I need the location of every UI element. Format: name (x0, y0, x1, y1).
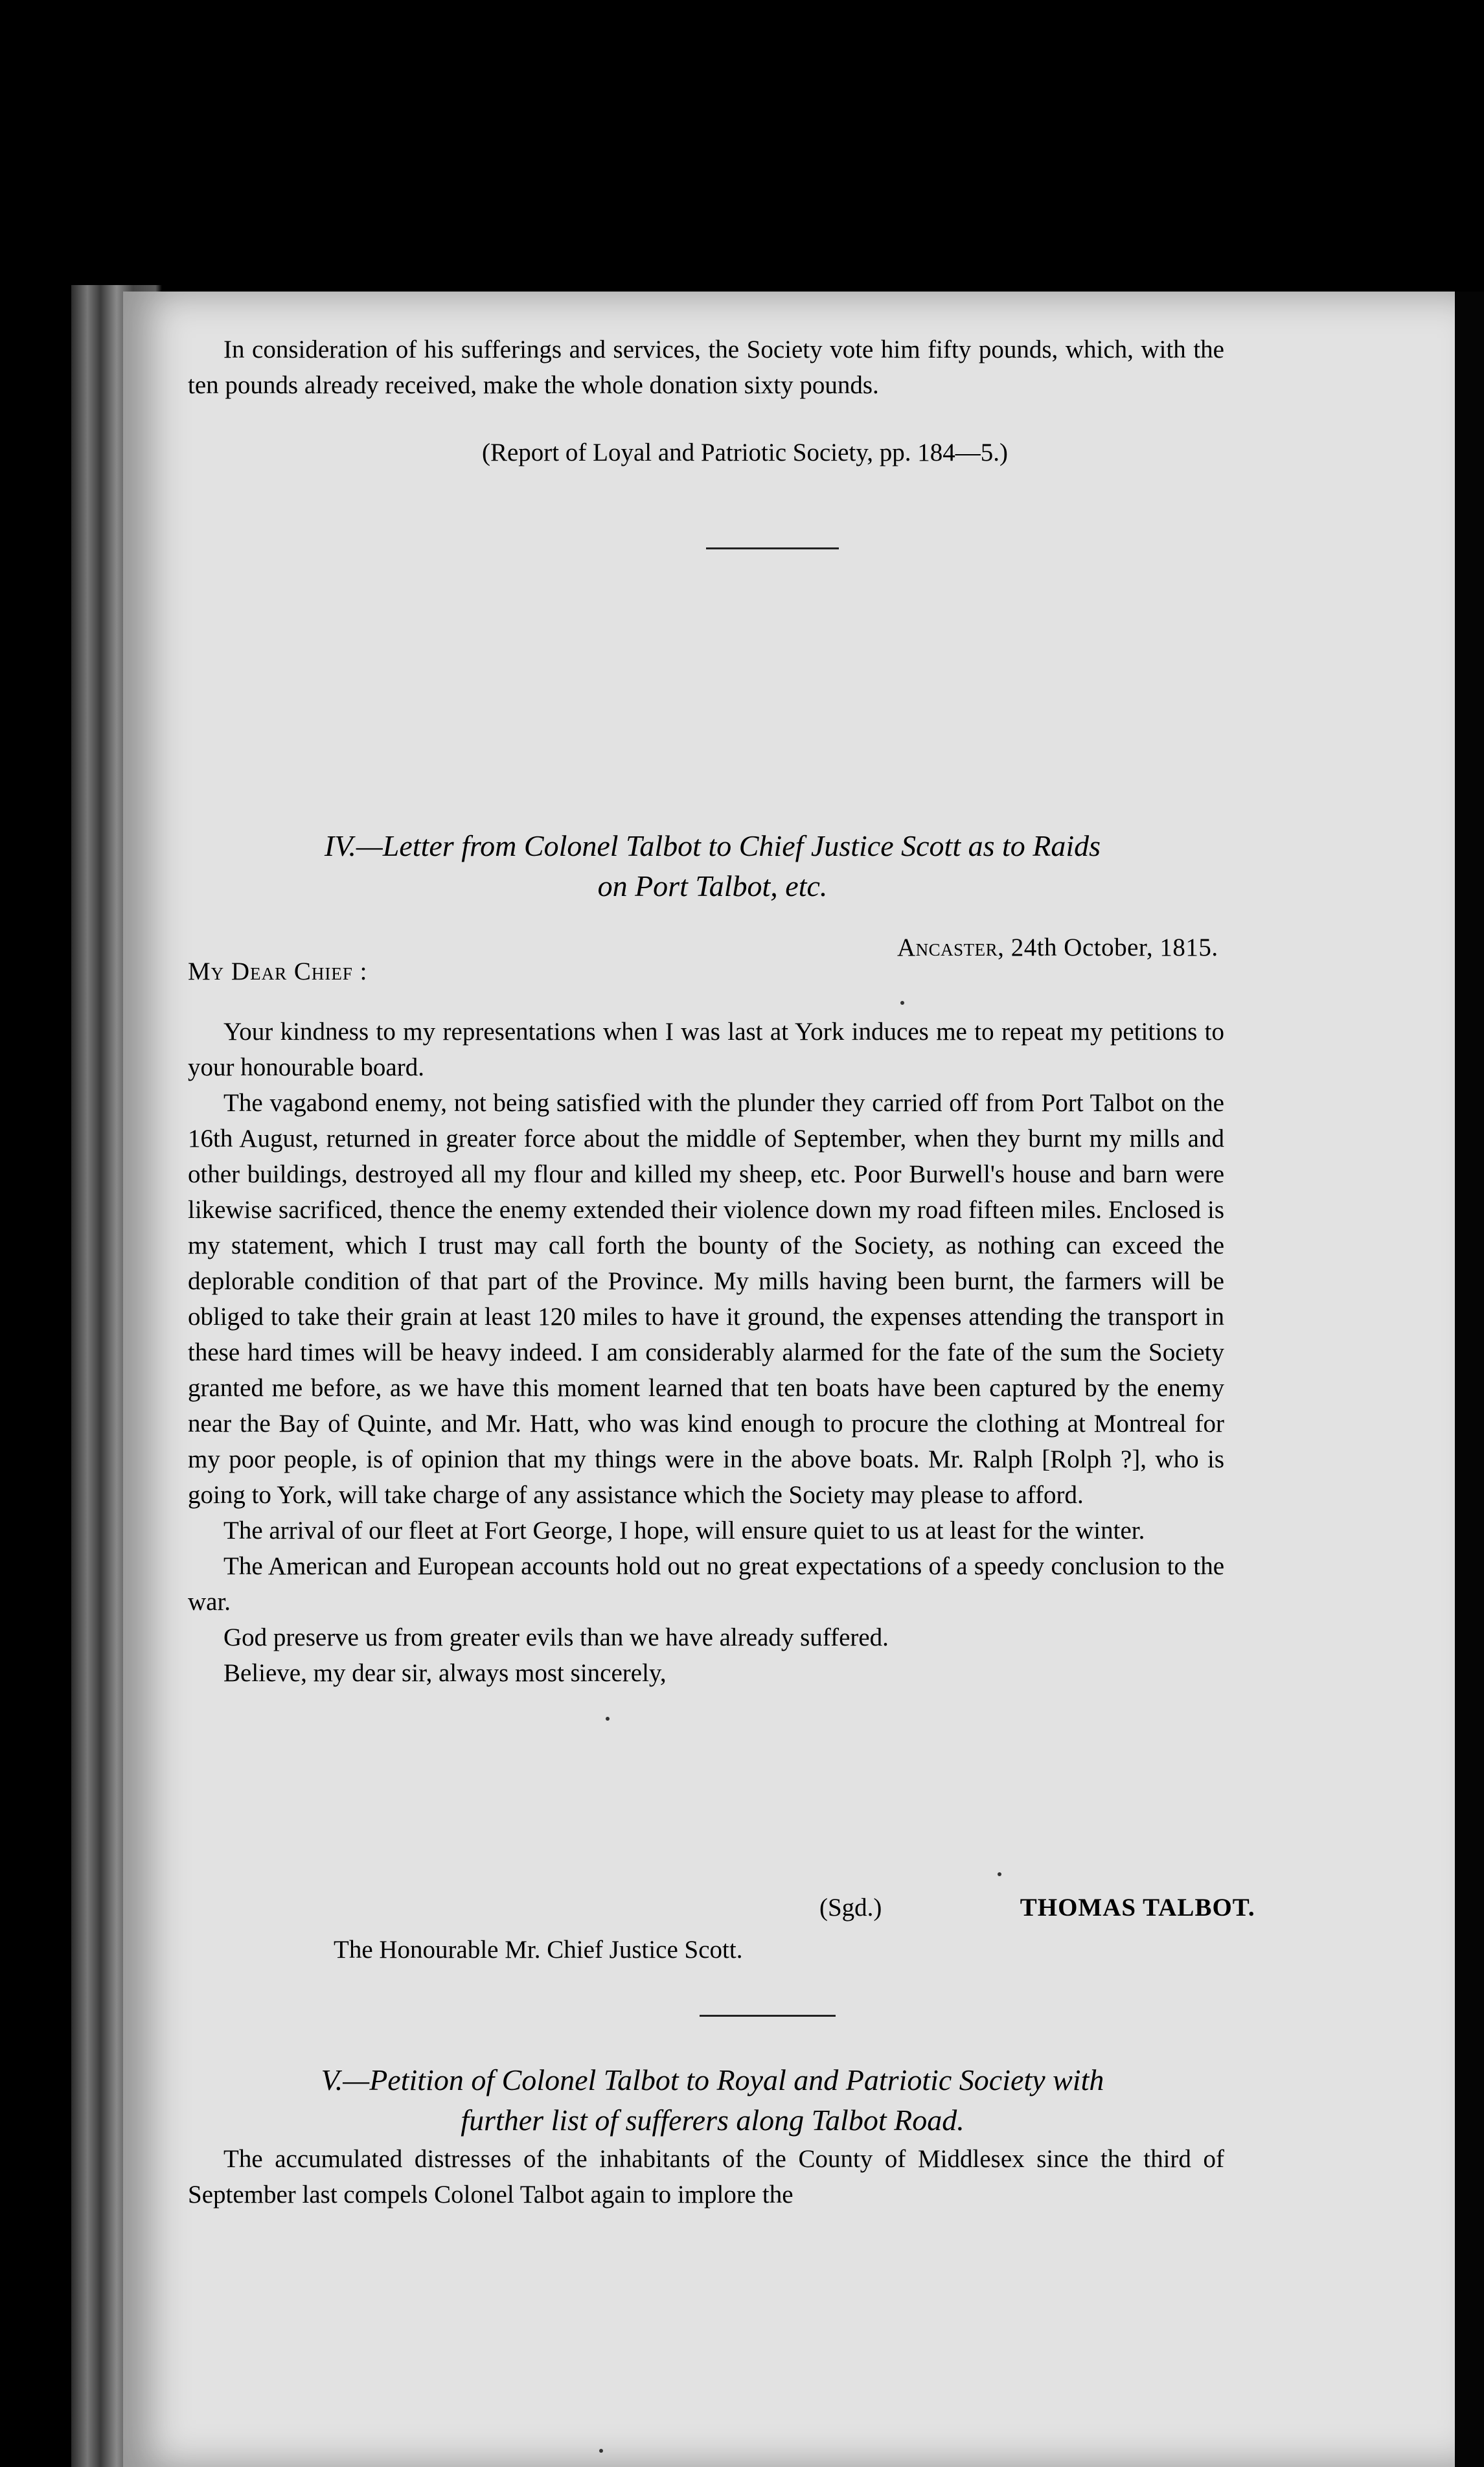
ink-speck (606, 1717, 610, 1721)
page-header (198, 246, 1286, 292)
section-v-heading-line1: V.—Petition of Colonel Talbot to Royal and Patriotic Society with (321, 2063, 1104, 2096)
ink-speck (599, 2449, 603, 2453)
signature-block (819, 1893, 1273, 1922)
letter-paragraph: Believe, my dear sir, always most sincerely, (223, 1659, 667, 1687)
page-right-border (1455, 292, 1484, 2467)
section-iv-heading-line1: IV.—Letter from Colonel Talbot to Chief Justice Scott as to Raids (324, 829, 1101, 862)
section-divider (706, 547, 839, 549)
section-divider (700, 2015, 836, 2017)
dateline-date: 24th October, 1815. (1010, 934, 1218, 961)
ink-speck (900, 1001, 904, 1005)
letter-salutation: My Dear Chief : (188, 958, 368, 985)
letter-addressee: The Honourable Mr. Chief Justice Scott. (334, 1936, 743, 1964)
letter-paragraph: The vagabond enemy, not being satisfied with the plunder they carried off from Port Talbot on the 16th August, returned in greater force about the middle of September, when they burnt my mills and other buildings, destroyed all my flour and killed my sheep, etc. Poor Burwell's house and barn were likewise sacrificed, thence the enemy extended their violence down my road fifteen miles. Enclosed is my statement, which I trust may call forth the bounty of the Society, as nothing can exceed the deplorable condition of that part of the Province. My mills having been burnt, the farmers will be obliged to take their grain at least 120 miles to have it ground, the expenses attending the transport in these hard times will be heavy indeed. I am considerably alarmed for the fate of the sum the Society granted me before, as we have this moment learned that ten boats have been captured by the enemy near the Bay of Quinte, and Mr. Hatt, who was kind enough to procure the clothing at Montreal for my poor people, is of opinion that my things were in the above boats. Mr. Ralph [Rolph ?], who is going to York, will take charge of any assistance which the Society may please to afford. (188, 1089, 1224, 1509)
letter-dateline (897, 933, 1218, 962)
dateline-place: Ancaster, (897, 934, 1005, 961)
section-iv-heading-line2: on Port Talbot, etc. (597, 869, 828, 902)
running-title: THE TALBOT REGIME. (620, 250, 948, 282)
letter-paragraph: The arrival of our fleet at Fort George, I hope, will ensure quiet to us at least for the winter. (223, 1517, 1145, 1544)
page-number: 344 (198, 247, 242, 280)
intro-paragraph: In consideration of his sufferings and services, the Society vote him fifty pounds, which, with the ten pounds already received, make the whole donation sixty pounds. (188, 336, 1224, 399)
section-iv-heading (188, 826, 1237, 906)
report-citation: (Report of Loyal and Patriotic Society, pp. 184—5.) (482, 439, 1008, 466)
letter-body (188, 1014, 1224, 1691)
letter-paragraph: God preserve us from greater evils than we have already suffered. (223, 1624, 889, 1651)
signature-abbreviation: (Sgd.) (819, 1894, 882, 1922)
ink-speck (998, 1872, 1001, 1876)
signature-name: THOMAS TALBOT. (1020, 1894, 1255, 1922)
letter-paragraph: Your kindness to my representations when I was last at York induces me to repeat my petitions to your honourable board. (188, 1018, 1224, 1081)
final-paragraph: The accumulated distresses of the inhabitants of the County of Middlesex since the third of September last compels Colonel Talbot again to implore the (188, 2145, 1224, 2209)
section-v-heading (188, 2060, 1237, 2140)
section-v-heading-line2: further list of sufferers along Talbot Road. (461, 2104, 965, 2137)
letter-paragraph: The American and European accounts hold out no great expectations of a speedy conclusion to the war. (188, 1552, 1224, 1616)
